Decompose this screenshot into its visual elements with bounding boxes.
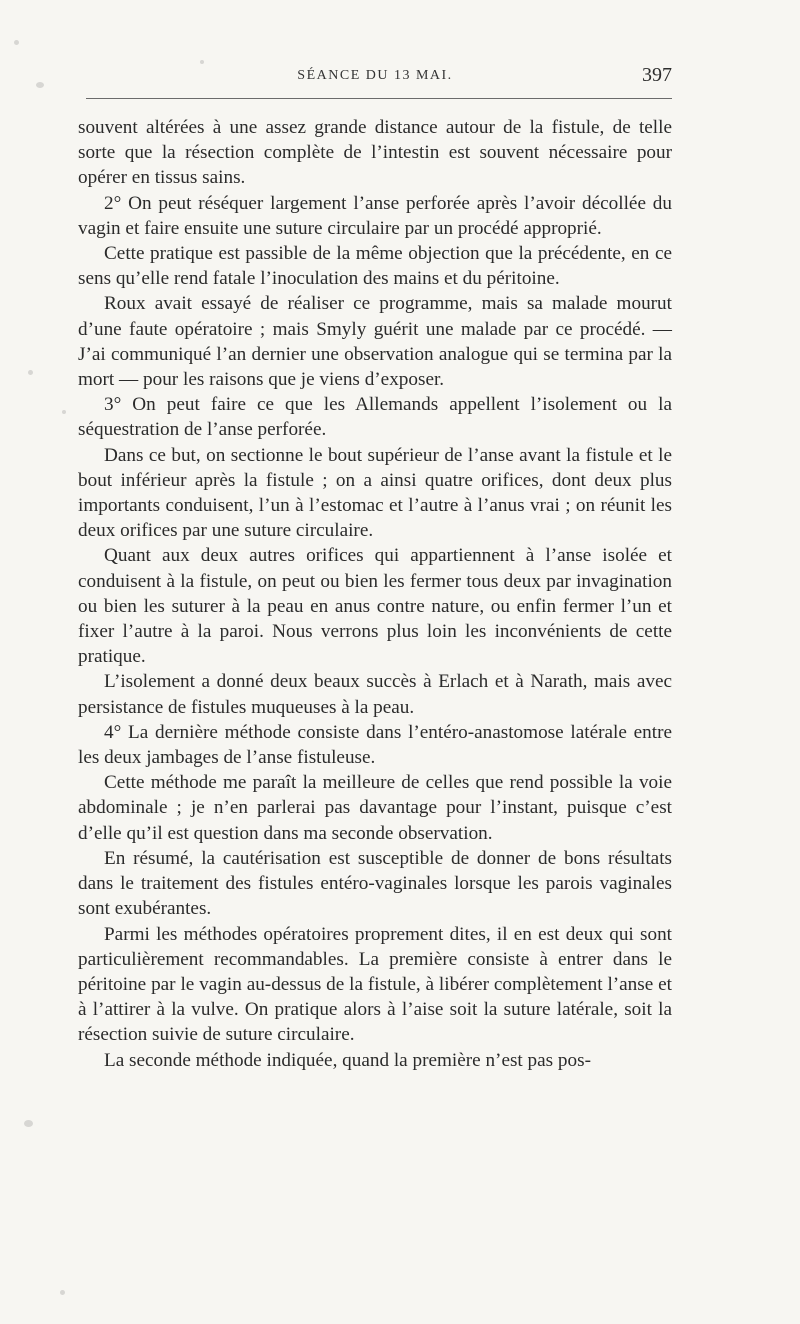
paragraph-4: Roux avait essayé de réaliser ce programme, mais sa malade mourut d’une faute opératoire ; mais Smyly guérit une malade par ce procédé. — J’ai communiqué l’an dernier une observation analogue qui se termina par la mort — pour les raisons que je viens d’exposer. — [78, 293, 672, 391]
paragraph-8: L’isolement a donné deux beaux succès à Erlach et à Narath, mais avec persistance de fistules muqueuses à la peau. — [78, 671, 672, 718]
paragraph-3: Cette pratique est passible de la même objection que la précédente, en ce sens qu’elle rend fatale l’inoculation des mains et du péritoine. — [78, 243, 672, 290]
scan-speck — [60, 1290, 65, 1295]
paragraph-5: 3° On peut faire ce que les Allemands appellent l’isolement ou la séquestration de l’anse perforée. — [78, 394, 672, 441]
page-number: 397 — [642, 64, 672, 86]
paragraph-2: 2° On peut réséquer largement l’anse perforée après l’avoir décollée du vagin et faire ensuite une suture circulaire par un procédé approprié. — [78, 192, 672, 239]
scan-speck — [28, 370, 33, 375]
paragraph-9: 4° La dernière méthode consiste dans l’entéro-anastomose latérale entre les deux jambages de l’anse fistuleuse. — [78, 721, 672, 769]
scan-speck — [62, 410, 66, 414]
running-title: SÉANCE DU 13 MAI. — [297, 68, 453, 83]
paragraph-7: Quant aux deux autres orifices qui appartiennent à l’anse isolée et conduisent à la fistule, on peut ou bien les fermer tous deux par invagination ou bien les suturer à la peau en anus contre nature, ou enfin fermer l’un et fixer l’autre à la paroi. Nous verrons plus loin les inconvénients de cette pratique. — [78, 545, 672, 668]
paragraph-13: La seconde méthode indiquée, quand la première n’est pas pos- — [104, 1049, 591, 1071]
paragraph-6: Dans ce but, on sectionne le bout supérieur de l’anse avant la fistule et le bout inférieur après la fistule ; on a ainsi quatre orifices, dont deux plus importants conduisent, l’un à l’estomac et l’autre à l’anus vrai ; on réunit les deux orifices par une suture circulaire. — [78, 444, 672, 542]
header-rule — [86, 98, 672, 99]
scan-speck — [36, 82, 44, 88]
paragraph-12: Parmi les méthodes opératoires proprement dites, il en est deux qui sont particulièrement recommandables. La première consiste à entrer dans le péritoine par le vagin au-dessus de la fistule, à libérer complètement l’anse et à l’attirer à la vulve. On pratique alors à l’aise soit la suture latérale, soit la résection suivie de suture circulaire. — [78, 923, 672, 1046]
paragraph-1: souvent altérées à une assez grande distance autour de la fistule, de telle sorte que la résection complète de l’intestin est souvent nécessaire pour opérer en tissus sains. — [78, 117, 672, 189]
paragraph-10: Cette méthode me paraît la meilleure de celles que rend possible la voie abdominale ; je n’en parlerai pas davantage pour l’instant, puisque c’est d’elle qu’il est question dans ma seconde observation. — [78, 772, 672, 844]
paragraph-11: En résumé, la cautérisation est susceptible de donner de bons résultats dans le traitement des fistules entéro-vaginales lorsque les parois vaginales sont exubérantes. — [78, 847, 672, 920]
running-head — [78, 64, 672, 90]
scan-speck — [14, 40, 19, 45]
scan-speck — [24, 1120, 33, 1127]
body-text — [78, 115, 672, 1073]
scan-speck — [200, 60, 204, 64]
